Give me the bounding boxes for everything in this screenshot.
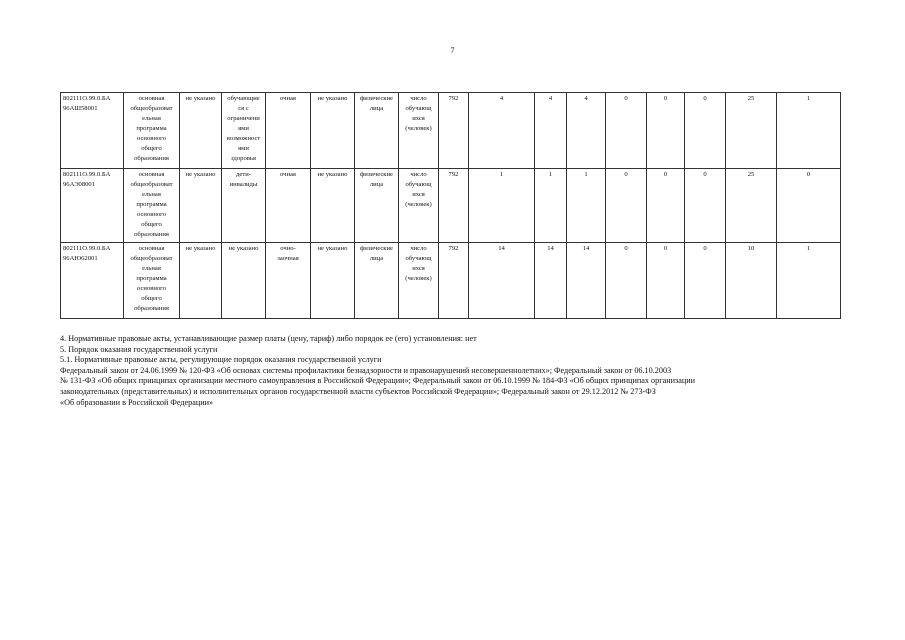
cell: очно- заочная bbox=[266, 243, 311, 319]
cell: обучающие ся с ограничени ями возможност ями здоровья bbox=[222, 93, 266, 169]
program-cell: основная общеобразоват ельная программа основного общего образования bbox=[124, 93, 180, 169]
service-code: 802111О.99.0.БА 96АШ58001 bbox=[61, 93, 124, 169]
cell: физические лица bbox=[355, 243, 399, 319]
cell: 0 bbox=[685, 93, 726, 169]
note-legal-acts-line: № 131-ФЗ «Об общих принципах организации местного самоуправления в Российской Федерации»; Федеральный закон от 06.10.1999 № 184-ФЗ «Об общих принципах организации bbox=[60, 376, 696, 386]
cell: 792 bbox=[439, 169, 469, 243]
cell: не указано bbox=[311, 243, 355, 319]
cell: 1 bbox=[567, 169, 606, 243]
service-code: 802111О.99.0.БА 96АЮ62001 bbox=[61, 243, 124, 319]
cell: 25 bbox=[726, 169, 777, 243]
cell: 0 bbox=[647, 243, 685, 319]
cell: 25 bbox=[726, 93, 777, 169]
cell: 4 bbox=[469, 93, 535, 169]
cell: 0 bbox=[647, 93, 685, 169]
program-cell: основная общеобразоват ельная программа основного общего образования bbox=[124, 243, 180, 319]
cell: 14 bbox=[535, 243, 567, 319]
table-row bbox=[61, 93, 841, 169]
cell: 10 bbox=[726, 243, 777, 319]
cell: 0 bbox=[777, 169, 841, 243]
cell: очная bbox=[266, 169, 311, 243]
cell: 14 bbox=[567, 243, 606, 319]
cell: 0 bbox=[685, 169, 726, 243]
note-fees: 4. Нормативные правовые акты, устанавливающие размер платы (цену, тариф) либо порядок ее (его) установления: нет bbox=[60, 334, 477, 343]
cell: не указано bbox=[311, 169, 355, 243]
note-legal-acts-line: Федеральный закон от 24.06.1999 № 120-ФЗ «Об основах системы профилактики безнадзорности и правонарушений несовершеннолетних»; Федеральный закон от 06.10.2003 bbox=[60, 365, 672, 375]
table-row bbox=[61, 169, 841, 243]
cell: 14 bbox=[469, 243, 535, 319]
cell: число обучающ ихся (человек) bbox=[399, 169, 439, 243]
note-procedure-heading: 5. Порядок оказания государственной услуги bbox=[60, 344, 218, 354]
cell: 1 bbox=[469, 169, 535, 243]
table-row bbox=[61, 243, 841, 319]
cell: 792 bbox=[439, 93, 469, 169]
cell: не указано bbox=[222, 243, 266, 319]
cell: не указано bbox=[180, 93, 222, 169]
notes-section bbox=[60, 334, 850, 408]
note-legal-acts-heading: 5.1. Нормативные правовые акты, регулирующие порядок оказания государственной услуги bbox=[60, 355, 382, 365]
cell: 1 bbox=[535, 169, 567, 243]
cell: 0 bbox=[685, 243, 726, 319]
cell: не указано bbox=[311, 93, 355, 169]
cell: очная bbox=[266, 93, 311, 169]
cell: 1 bbox=[777, 93, 841, 169]
program-cell: основная общеобразоват ельная программа основного общего образования bbox=[124, 169, 180, 243]
services-table bbox=[60, 92, 841, 319]
note-legal-acts-line: «Об образовании в Российской Федерации» bbox=[60, 397, 214, 407]
cell: число обучающ ихся (человек) bbox=[399, 243, 439, 319]
cell: 0 bbox=[606, 169, 647, 243]
cell: дети- инвалиды bbox=[222, 169, 266, 243]
cell: не указано bbox=[180, 169, 222, 243]
cell: 0 bbox=[647, 169, 685, 243]
cell: число обучающ ихся (человек) bbox=[399, 93, 439, 169]
page-number: 7 bbox=[450, 46, 455, 55]
cell: 0 bbox=[606, 243, 647, 319]
cell: 0 bbox=[606, 93, 647, 169]
note-legal-acts-line: законодательных (представительных) и исполнительных органов государственной власти субъектов Российской Федерации»; Федеральный закон от 29.12.2012 № 273-ФЗ bbox=[60, 386, 656, 396]
cell: физические лица bbox=[355, 169, 399, 243]
cell: 4 bbox=[567, 93, 606, 169]
cell: 1 bbox=[777, 243, 841, 319]
cell: 792 bbox=[439, 243, 469, 319]
cell: 4 bbox=[535, 93, 567, 169]
cell: физические лица bbox=[355, 93, 399, 169]
service-code: 802111О.99.0.БА 96АЭ08001 bbox=[61, 169, 124, 243]
cell: не указано bbox=[180, 243, 222, 319]
